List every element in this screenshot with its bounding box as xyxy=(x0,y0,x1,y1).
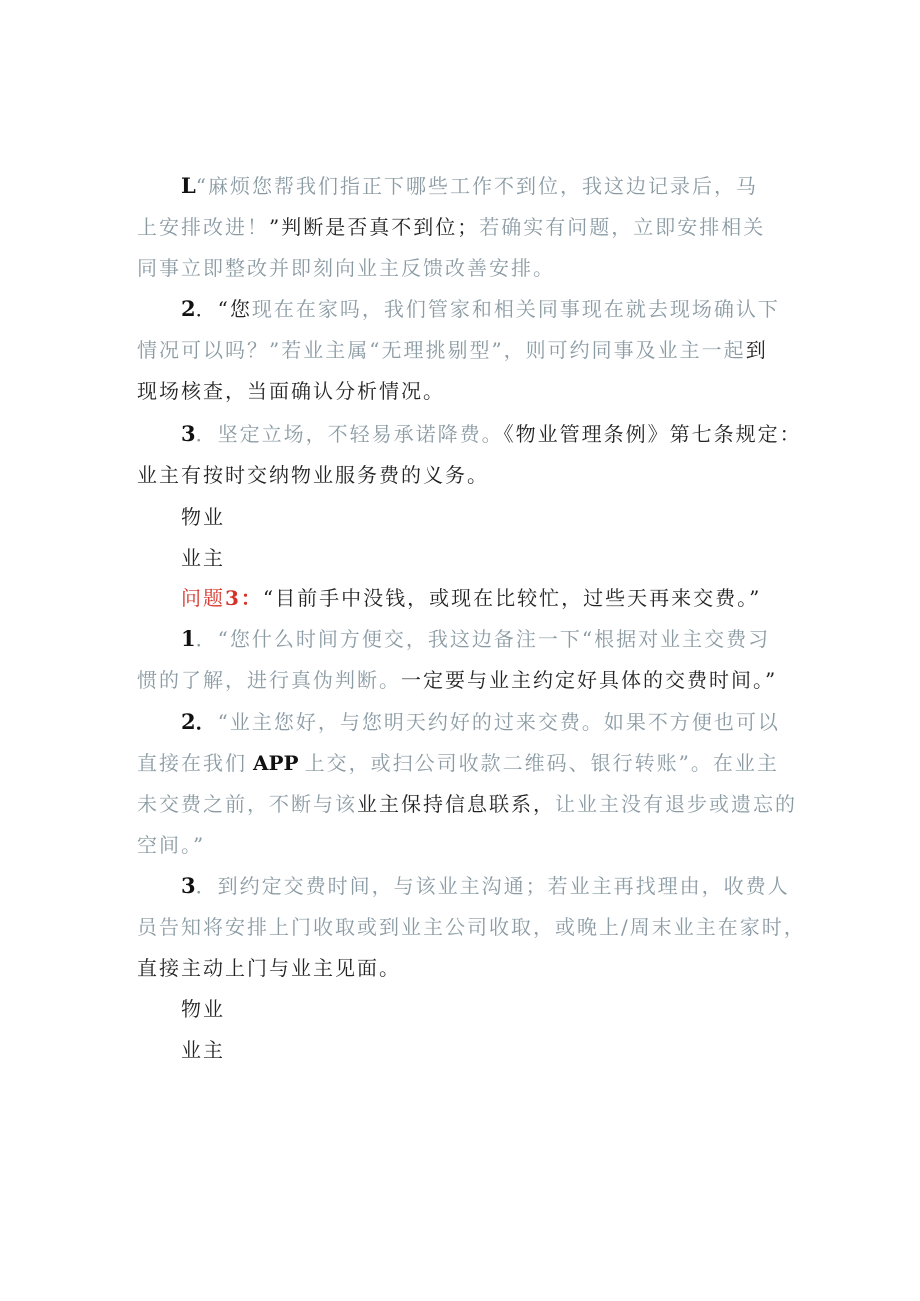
question-number: 3： xyxy=(225,586,263,610)
paragraph-l-line-1 xyxy=(181,172,758,200)
question-3-heading xyxy=(181,584,761,612)
paragraph-number: 3 xyxy=(181,421,196,446)
paragraph-text: 现在在家吗，我们管家和相关同事现在就去现场确认下 xyxy=(251,297,780,321)
answer-2-line-3 xyxy=(137,790,797,818)
answer-3-line-2: 员告知将安排上门收取或到业主公司收取，或晚上/周末业主在家时， xyxy=(137,915,806,939)
paragraph-l-line-2 xyxy=(137,213,765,241)
paragraph-text: “业主您好，与您明天约好的过来交费。如果不方便也可以 xyxy=(217,710,780,734)
paragraph-text: 业主保持信息联系， xyxy=(357,792,555,816)
paragraph-number: 2 xyxy=(181,709,196,734)
paragraph-number: 1 xyxy=(181,626,196,651)
paragraph-text: 让业主没有退步或遗忘的 xyxy=(555,792,797,816)
paragraph-text: 到 xyxy=(745,338,768,362)
label-property: 物业 xyxy=(181,997,225,1021)
paragraph-text: 《物业管理条例》第七条规定： xyxy=(503,422,802,446)
question-label: 问题 xyxy=(181,586,225,610)
paragraph-text: ．“您 xyxy=(195,297,252,321)
paragraph-number: 3 xyxy=(181,873,196,898)
answer-1-line-2 xyxy=(137,666,777,694)
answer-3-line-1 xyxy=(181,872,790,900)
paragraph-text: ．坚定立场，不轻易承诺降费。 xyxy=(195,422,504,446)
paragraph-text: 上交，或扫公司收款二维码、银行转账”。在业主 xyxy=(304,751,779,775)
label-owner: 业主 xyxy=(181,1038,225,1062)
answer-2-line-1 xyxy=(181,708,780,736)
paragraph-3-line-2: 业主有按时交纳物业服务费的义务。 xyxy=(137,463,489,487)
paragraph-text: ．“您什么时间方便交，我这边备注一下“根据对业主交费习 xyxy=(195,627,771,651)
paragraph-2-line-3: 现场核查，当面确认分析情况。 xyxy=(137,379,445,403)
paragraph-text: 未交费之前，不断与该 xyxy=(137,792,357,816)
question-text: “目前手中没钱，或现在比较忙，过些天再来交费。” xyxy=(262,586,762,610)
label-owner: 业主 xyxy=(181,546,225,570)
paragraph-text: 惯的了解，进行真伪判断。 xyxy=(137,668,401,692)
answer-2-line-4: 空间。” xyxy=(137,833,206,857)
paragraph-text: ．到约定交费时间，与该业主沟通；若业主再找理由，收费人 xyxy=(195,874,790,898)
paragraph-text: ”判断是否真不到位； xyxy=(269,215,480,239)
paragraph-number: L xyxy=(181,173,196,198)
paragraph-number: 2 xyxy=(181,296,196,321)
answer-1-line-1 xyxy=(181,625,770,653)
paragraph-text: 情况可以吗？”若业主属“无理挑剔型”，则可约同事及业主一起 xyxy=(137,338,746,362)
paragraph-text: “麻烦您帮我们指正下哪些工作不到位，我这边记录后，马 xyxy=(195,174,758,198)
paragraph-text: 直接在我们 xyxy=(137,751,247,775)
paragraph-l-line-3: 同事立即整改并即刻向业主反馈改善安排。 xyxy=(137,256,555,280)
label-property: 物业 xyxy=(181,505,225,529)
answer-3-line-3: 直接主动上门与业主见面。 xyxy=(137,956,401,980)
app-text: APP xyxy=(253,751,299,775)
paragraph-text: ． xyxy=(195,710,218,734)
paragraph-3-line-1 xyxy=(181,420,802,448)
paragraph-text: 一定要与业主约定好具体的交费时间。” xyxy=(401,668,778,692)
answer-2-line-2 xyxy=(137,749,779,777)
paragraph-text: 若确实有问题，立即安排相关 xyxy=(479,215,766,239)
paragraph-2-line-2 xyxy=(137,336,768,364)
paragraph-text: 上安排改进！ xyxy=(137,215,269,239)
paragraph-2-line-1 xyxy=(181,295,780,323)
